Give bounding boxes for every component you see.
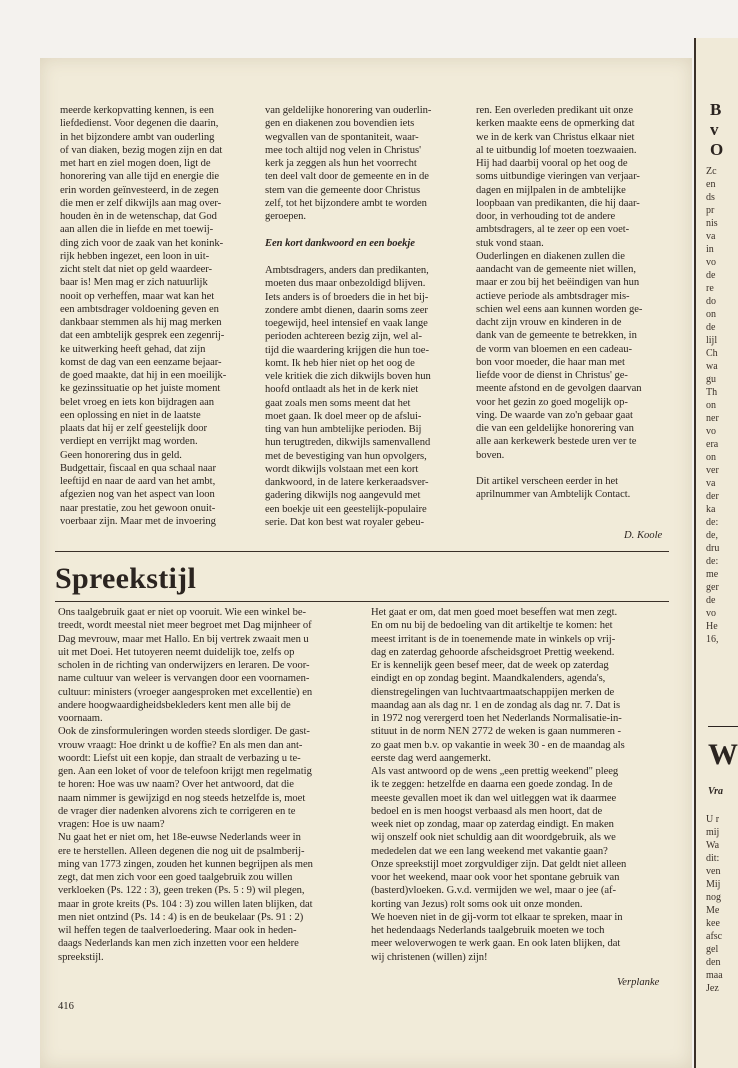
article-koole-column-1: meerde kerkopvatting kennen, is een liefdedienst. Voor degenen die daarin, in het bijzondere ambt van ouderling of van diaken, bezig mogen zijn en dat met hart en ziel mogen doen, ligt de honorering van alle tijd en energie die erin worden geïnvesteerd, in de zegen die men er zelf dikwijls aan mag over- houden èn in de wetenschap, dat God aan allen die in liefde en met toewij- ding zich voor de zaak van het konink- rijk hebben ingezet, een loon in uit- zicht stelt dat niet op geld waardeer- baar is! Men mag er zich natuurlijk nooit op verheffen, maar wat kan het een ambtsdrager voldoening geven en dankbaar stemmen als hij mag merken dat een ambtelijk gesprek een zegenrij- ke uitwerking heeft gehad, dat zijn komst de dag van een eenzame bejaar- de goed maakte, dat hij in een moeilijk- ke gezinssituatie op het juiste moment belet vroeg en iets kon bijdragen aan een oplossing en niet in de laatste plaats dat hij er zelf geestelijk door verdiept en verrijkt mag worden. Geen honorering dus in geld. Budgettair, fiscaal en qua schaal naar leeftijd en naar de aard van het ambt, afgezien nog van het aspect van loon naar prestatie, zou het gewoon onuit- voerbaar zijn. Maar met de invoering <box>60 105 227 527</box>
page-number: 416 <box>58 1001 74 1012</box>
adjacent-page-edge <box>694 38 738 1068</box>
spreekstijl-left-column: Ons taalgebruik gaat er niet op vooruit. Wie een winkel be- treedt, wordt meestal niet meer begroet met Dag mijnheer of Dag mevrouw, maar met Hallo. En bij vertrek zwaait men u uit met Doei. Het tutoyeren neemt duidelijk toe, zelfs op scholen in de richting van onderwijzers en leraren. De voor- name cultuur van weleer is vervangen door een voornamen- cultuur: ministers (vroeger aangesproken met excellentie) en andere hoogwaardigheidsbekleders kent men alle bij de voornaam. Ook de zinsformuleringen worden steeds slordiger. De gast- vrouw vraagt: Hoe drinkt u de koffie? En als men dan ant- woordt: Liefst uit een kopje, dan straalt de verbazing u te- gen. Aan een loket of voor de telefoon krijgt men regelmatig te horen: Hoe was uw naam? Over het antwoord, dat die naam nimmer is gewijzigd en nog steeds hetzelfde is, moet de vrager dier nadenken alvorens zich te corrigeren en te vragen: Hoe is uw naam? Nu gaat het er niet om, het 18e-euwse Nederlands weer in ere te herstellen. Alleen degenen die nog uit de psalmberij- ming van 1773 zingen, zouden het kunnen begrijpen als men zegt, dat men zich voor een goed taalgebruik zou willen verkloeken (Ps. 122 : 3), geen treken (Ps. 5 : 9) wil plegen, maar in grote kreits (Ps. 104 : 3) zou willen laten blijken, dat men niet ontzind (Ps. 14 : 4) is en de beukelaar (Ps. 91 : 2) wil heffen tegen de taalverloedering. Maar ook in heden- daags Nederlands kan men zich inzetten voor een heldere spreekstijl. <box>58 607 313 963</box>
headline-spreekstijl: Spreekstijl <box>55 562 197 595</box>
article-koole-column-2-bottom: Ambtsdragers, anders dan predikanten, moeten dus maar onbezoldigd blijven. Iets anders is of broeders die in het bij- zondere ambt dienen, daarin soms zeer toegewijd, heel intensief en vaak lange perioden achtereen bezig zijn, wel al- tijd die waardering krijgen die hun toe- komt. Ik heb hier niet op het oog de vele kritiek die zich dikwijls boven hun hoofd ontlaadt als het in de kerk niet gaat zoals men soms meent dat het moet gaan. Ik doel meer op de afslui- ting van hun ambtelijke perioden. Bij hun terugtreden, dikwijls samenvallend met de bevestiging van hun opvolgers, wordt dikwijls volstaan met een kort dankwoord, in de latere kerkeraadsver- gadering dikwijls nog aangevuld met een boekje uit een geestelijk-populaire serie. Dat kon best wat royaler gebeu- <box>265 265 431 528</box>
adjacent-big-letter: W <box>708 738 738 771</box>
section-divider <box>55 551 669 552</box>
article-koole-column-2-top: van geldelijke honorering van ouderlin- gen en diakenen zou bovendien iets wegvallen van de spontaniteit, waar- mee toch altijd nog velen in Christus' kerk ja zeggen als hun het voorrecht ten deel valt door de gemeente en in de stem van die gemeente door Christus zelf, tot het bijzondere ambt te worden geroepen. <box>265 105 432 222</box>
adjacent-subheading: Vra <box>708 786 724 797</box>
adjacent-divider <box>708 726 738 727</box>
headline-divider <box>55 601 669 602</box>
signature-koole: D. Koole <box>624 530 663 541</box>
adjacent-column-b: U r mij Wa dit: ven Mij nog Me kee afsc gel den maa Jez <box>706 814 723 994</box>
article-koole-column-3: ren. Een overleden predikant uit onze kerken maakte eens de opmerking dat we in de kerk van Christus elkaar niet al te uitbundig lof moeten toezwaaien. Hij had daarbij vooral op het oog de soms uitbundige vieringen van verjaar- dagen en mijlpalen in de ambtelijke loopbaan van predikanten, die hij daar- door, in verhouding tot de andere ambtsdragers, al te zeer op een voet- stuk vond staan. Ouderlingen en diakenen zullen die aandacht van de gemeente niet willen, maar er zou bij het beëindigen van hun actieve periode als ambtsdrager mis- schien wel eens aan kunnen worden ge- dacht zijn vrouw en kinderen in de dank van de gemeente te betrekken, in de vorm van bloemen en een cadeau- bon voor moeder, die haar man met liefde voor de dienst in Christus' ge- meente afstond en de gevolgen daarvan voor het gezin zo goed mogelijk op- ving. De waarde van zo'n gebaar gaat die van een geldelijke honorering van alle aan kerkewerk bestede uren ver te boven. Dit artikel verscheen eerder in het aprilnummer van Ambtelijk Contact. <box>476 105 643 501</box>
adjacent-column-a: Zc en ds pr nis va in vo de re do on de lijl Ch wa gu Th on ner vo era on ver va der ka de: de, dru de: me ger de vo He 16, <box>706 166 720 645</box>
article-koole-subheading: Een kort dankwoord en een boekje <box>265 238 415 249</box>
spreekstijl-right-column: Het gaat er om, dat men goed moet beseffen wat men zegt. En om nu bij de bedoeling van dit artikeltje te komen: het meest irritant is de in toenemende mate in winkels op vrij- dag en zaterdag gehoorde afscheidsgroet Prettig weekend. Er is kennelijk geen besef meer, dat de week op zaterdag eindigt en op zondag begint. Maandkalenders, agenda's, dienstregelingen van luchtvaartmaatschappijen merken de maandag aan als dag nr. 1 en de zondag als dag nr. 7. Dat is in 1972 nog verergerd toen het Nederlands Normalisatie-in- stituut in de norm NEN 2772 de weken is gaan nummeren - zo gaat men b.v. op vakantie in week 30 - en de maandag als eerste dag werd aangemerkt. Als vast antwoord op de wens „een prettig weekend" pleeg ik te zeggen: hetzelfde en daarna een goede zondag. In de meeste gevallen moet ik dan wel uitleggen wat ik daarmee bedoel en is men hoogst verbaasd als men hoort, dat de week niet op zondag, maar op zaterdag eindigt. En maken wij onszelf ook niet schuldig aan dit woordgebruik, als we mededelen dat we een lang weekend met vakantie gaan? Onze spreekstijl moet zorgvuldiger zijn. Dat geldt niet alleen voor het weekend, maar ook voor het spontane gebruik van (basterd)vloeken. G.v.d. vermijden we wel, maar o jee (af- korting van Jezus) rolt soms ook uit onze monden. We hoeven niet in de gij-vorm tot elkaar te spreken, maar in het hedendaags Nederlands taalgebruik moeten we toch meer weloverwogen te werk gaan. En ook laten blijken, dat wij christenen (willen) zijn! <box>371 607 627 963</box>
signature-verplanke: Verplanke <box>617 977 660 988</box>
adjacent-heading: B v O <box>710 100 724 159</box>
